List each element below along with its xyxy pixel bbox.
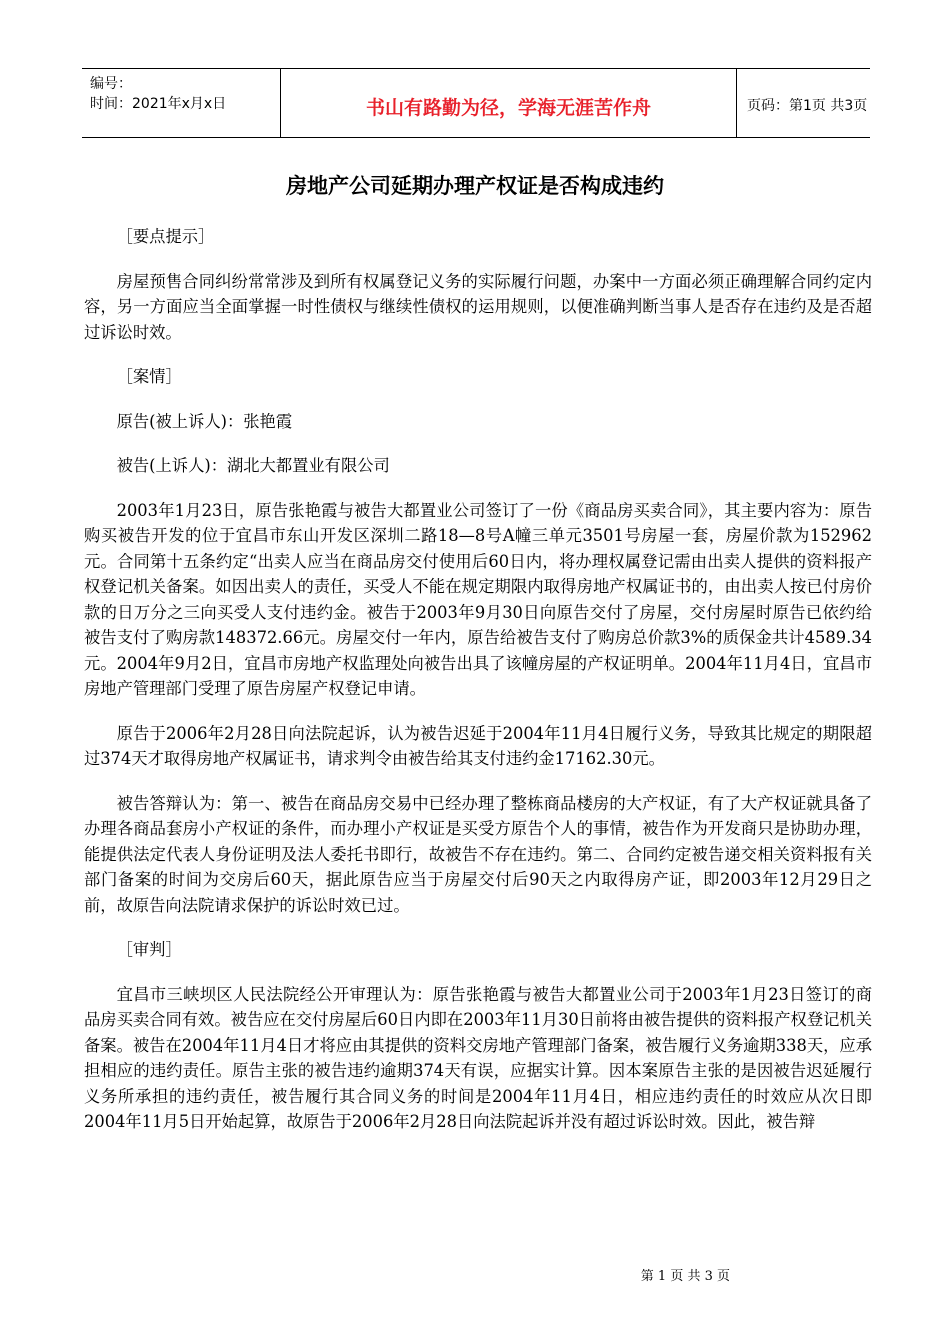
paragraph-defense: 被告答辩认为：第一、被告在商品房交易中已经办理了整栋商品楼房的大产权证，有了大产权证就具备了办理各商品套房小产权证的条件，而办理小产权证是买受方原告个人的事情，被告作为开发商只是协助办理，能提供法定代表人身份证明及法人委托书即行，故被告不存在违约。第二、合同约定被告递交相关资料报有关部门备案的时间为交房后60天，据此原告应当于房屋交付后90天之内取得房产证，即2003年12月29日之前，故原告向法院请求保护的诉讼时效已过。 xyxy=(84,793,872,915)
header-meta-cell xyxy=(82,69,281,137)
paragraph-case-facts: 2003年1月23日，原告张艳霞与被告大都置业公司签订了一份《商品房买卖合同》，其主要内容为：原告购买被告开发的位于宜昌市东山开发区深圳二路18—8号A幢三单元3501号房屋一套，房屋价款为152962元。合同第十五条约定“出卖人应当在商品房交付使用后60日内，将办理权属登记需由出卖人提供的资料报产权登记机关备案。如因出卖人的责任，买受人不能在规定期限内取得房地产权属证书的，由出卖人按已付房价款的日万分之三向买受人支付违约金。被告于2003年9月30日向原告交付了房屋，交付房屋时原告已依约给被告支付了购房款148372.66元。房屋交付一年内，原告给被告支付了购房总价款3%的质保金共计4589.34元。2004年9月2日，宜昌市房地产权监理处向被告出具了该幢房屋的产权证明单。2004年11月4日，宜昌市房地产管理部门受理了原告房屋产权登记申请。 xyxy=(84,500,872,698)
header-motto: 书山有路勤为径，学海无涯苦作舟 xyxy=(365,97,651,119)
paragraph-plaintiff: 原告(被上诉人)：张艳霞 xyxy=(116,411,293,431)
paragraph-judgment: 宜昌市三峡坝区人民法院经公开审理认为：原告张艳霞与被告大都置业公司于2003年1月23日签订的商品房买卖合同有效。被告应在交付房屋后60日内即在2003年11月30日前将由被告提供的资料报产权登记机关备案。被告在2004年11月4日才将应由其提供的资料交房地产管理部门备案，被告履行义务逾期338天，应承担相应的违约责任。原告主张的被告违约逾期374天有误，应据实计算。因本案原告主张的是因被告迟延履行义务所承担的违约责任，被告履行其合同义务的时间是2004年11月4日，相应违约责任的时效应从次日即2004年11月5日开始起算，故原告于2006年2月28日向法院起诉并没有超过诉讼时效。因此，被告辩 xyxy=(84,984,872,1131)
header-motto-cell xyxy=(281,69,737,137)
page-footer: 第 1 页 共 3 页 xyxy=(640,1269,730,1284)
paragraph-key-points: 房屋预售合同纠纷常常涉及到所有权属登记义务的实际履行问题，办案中一方面必须正确理解合同约定内容，另一方面应当全面掌握一时性债权与继续性债权的运用规则，以便准确判断当事人是否存在违约及是否超过诉讼时效。 xyxy=(84,271,872,342)
section-heading-key-points: ［要点提示］ xyxy=(116,227,215,246)
document-body xyxy=(84,224,872,1154)
document-date-label: 时间：2021年x月x日 xyxy=(90,96,227,112)
page-header xyxy=(82,68,870,138)
section-heading-case: ［案情］ xyxy=(116,367,182,386)
section-heading-judgment: ［审判］ xyxy=(116,940,182,959)
header-page-info: 页码：第1页 共3页 xyxy=(747,98,868,114)
document-number-label: 编号： xyxy=(90,76,132,92)
document-title: 房地产公司延期办理产权证是否构成违约 xyxy=(286,174,664,198)
paragraph-defendant: 被告(上诉人)：湖北大都置业有限公司 xyxy=(116,456,390,475)
header-page-cell xyxy=(737,69,870,137)
paragraph-plaintiff-claim: 原告于2006年2月28日向法院起诉，认为被告迟延于2004年11月4日履行义务，导致其比规定的期限超过374天才取得房地产权属证书，请求判令由被告给其支付违约金17162.30元。 xyxy=(84,723,872,768)
